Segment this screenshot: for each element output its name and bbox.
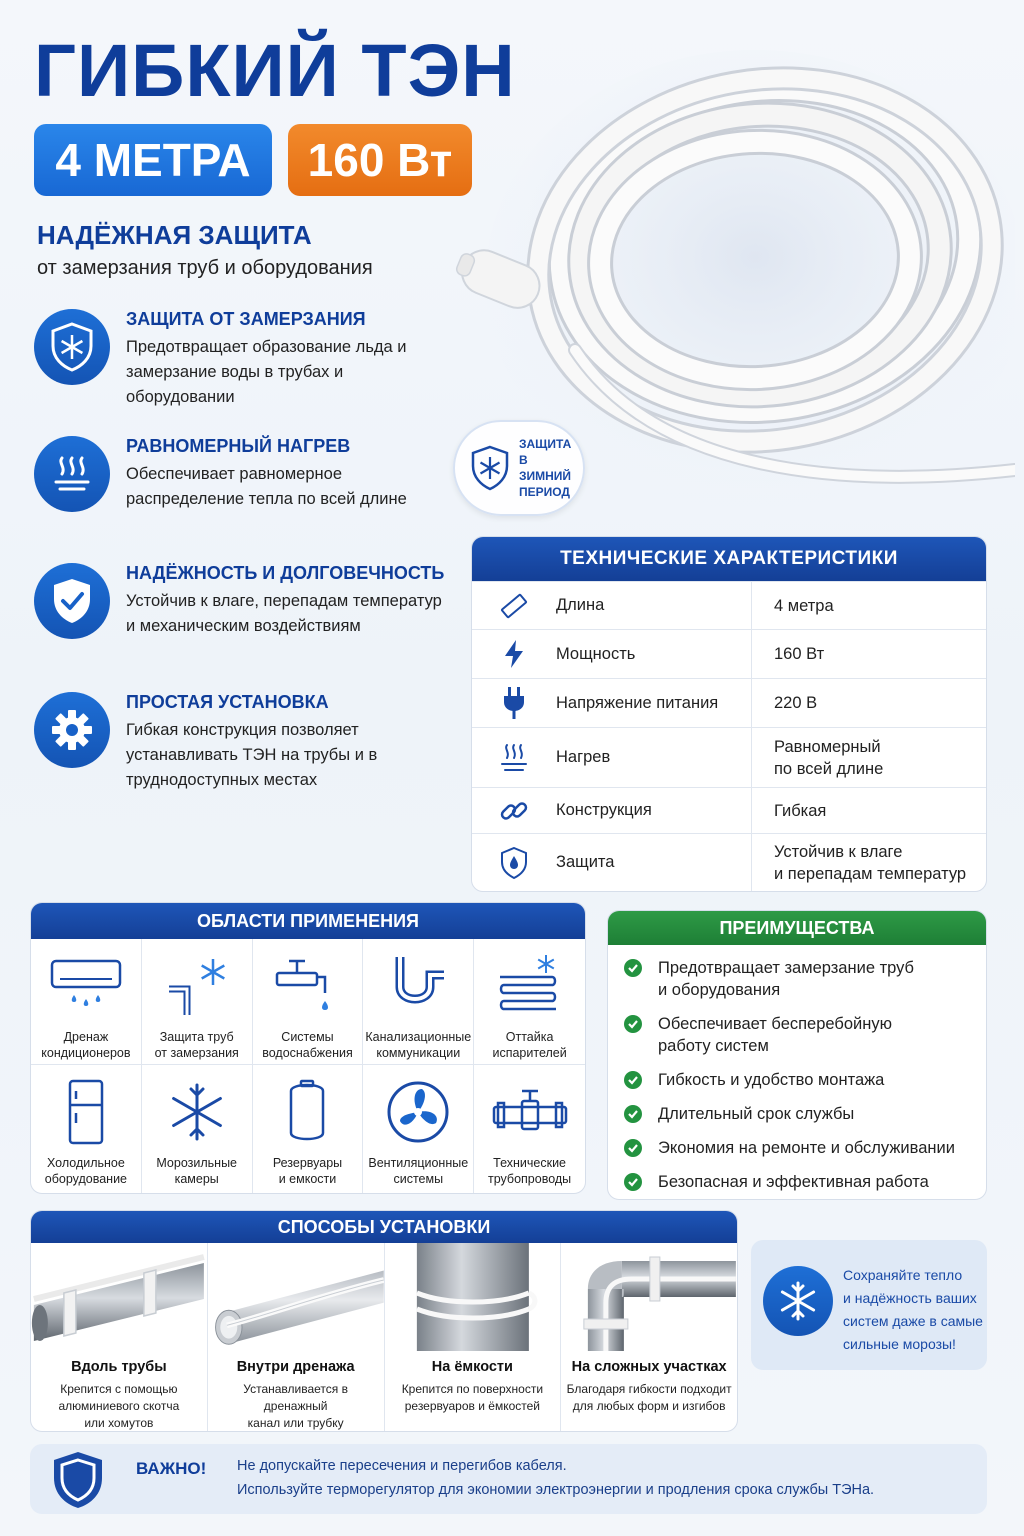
winter-protection-badge [453, 420, 585, 516]
app-item [31, 939, 142, 1065]
important-note [30, 1444, 987, 1514]
spec-value: Равномерный по всей длине [751, 728, 986, 787]
important-line2: Используйте терморегулятор для экономии электроэнергии и продления срока службы ТЭНа. [237, 1482, 875, 1498]
advantage-text: Предотвращает замерзание труб и оборудования [658, 959, 915, 999]
feature-text: Предотвращает образование льда и замерзание воды в трубах и оборудовании [126, 338, 407, 406]
app-item [474, 939, 585, 1065]
install-methods-panel [30, 1210, 738, 1432]
important-label: ВАЖНО! [136, 1459, 207, 1478]
important-line1: Не допускайте пересечения и перегибов кабеля. [237, 1458, 567, 1474]
list-item [622, 1103, 974, 1125]
feature-durability [34, 563, 454, 673]
inside-drain-image [208, 1243, 384, 1351]
table-row [472, 833, 986, 891]
evaporator-icon [490, 953, 570, 1019]
app-label: Дренаж кондиционеров [41, 1030, 131, 1060]
pipeline-valve-icon [490, 1079, 570, 1145]
app-label: Защита труб от замерзания [154, 1030, 239, 1060]
install-method-title: На ёмкости [431, 1359, 513, 1375]
pipe-along-image [31, 1243, 207, 1351]
spec-value: Гибкая [751, 788, 986, 833]
table-row [472, 581, 986, 629]
check-icon [624, 1015, 642, 1033]
heat-waves-icon [472, 742, 556, 774]
feature-title: ЗАЩИТА ОТ ЗАМЕРЗАНИЯ [126, 309, 366, 329]
snowflake-icon [763, 1266, 833, 1336]
table-row [472, 678, 986, 727]
app-item [31, 1065, 142, 1193]
chain-link-icon [472, 796, 556, 826]
list-item [622, 1069, 974, 1091]
feature-title: РАВНОМЕРНЫЙ НАГРЕВ [126, 436, 351, 456]
page-title: ГИБКИЙ ТЭН [34, 29, 516, 112]
fan-icon [378, 1079, 458, 1145]
lightning-icon [472, 639, 556, 669]
check-icon [624, 1173, 642, 1191]
keep-warm-text: Сохраняйте тепло и надёжность ваших систем даже в самые сильные морозы! [843, 1267, 983, 1352]
spec-name: Конструкция [556, 801, 652, 819]
check-icon [624, 959, 642, 977]
shield-icon [50, 1450, 106, 1510]
spec-value: 220 В [751, 679, 986, 727]
app-item [142, 939, 253, 1065]
install-method-title: На сложных участках [571, 1359, 727, 1375]
spec-name: Мощность [556, 644, 636, 663]
applications-title: ОБЛАСТИ ПРИМЕНЕНИЯ [31, 903, 585, 939]
advantage-text: Экономия на ремонте и обслуживании [658, 1139, 955, 1157]
app-label: Резервуары и емкости [272, 1156, 343, 1186]
complex-area-image [561, 1243, 737, 1351]
spec-value: Устойчив к влаге и перепадам температур [751, 834, 986, 891]
gear-icon [34, 692, 110, 768]
check-icon [624, 1105, 642, 1123]
advantage-text: Обеспечивает бесперебойную работу систем [658, 1015, 892, 1055]
on-tank-image [385, 1243, 561, 1351]
fridge-icon [46, 1079, 126, 1145]
app-item [363, 939, 474, 1065]
spec-name: Напряжение питания [556, 693, 719, 712]
install-method-text: Устанавливается в дренажный канал или трубку [243, 1382, 348, 1430]
keep-warm-note [751, 1240, 987, 1370]
subtitle: НАДЁЖНАЯ ЗАЩИТА [37, 220, 312, 250]
app-label: Технические трубопроводы [488, 1156, 572, 1186]
frozen-pipe-icon [157, 953, 237, 1019]
feature-text: Обеспечивает равномерное распределение тепла по всей длине [126, 465, 407, 508]
check-shield-icon [34, 563, 110, 639]
app-item [474, 1065, 585, 1193]
install-method [208, 1243, 385, 1432]
feature-title: НАДЁЖНОСТЬ И ДОЛГОВЕЧНОСТЬ [126, 563, 445, 583]
spec-name: Защита [556, 853, 615, 871]
install-method-text: Благодаря гибкости подходит для любых форм и изгибов [566, 1382, 732, 1413]
app-label: Морозильные камеры [156, 1156, 238, 1186]
list-item [622, 1137, 974, 1159]
tank-icon [267, 1079, 347, 1145]
advantages-title: ПРЕИМУЩЕСТВА [608, 911, 986, 945]
install-method [385, 1243, 562, 1432]
check-icon [624, 1071, 642, 1089]
applications-panel [30, 902, 586, 1194]
spec-value: 160 Вт [751, 630, 986, 678]
air-conditioner-icon [46, 953, 126, 1019]
app-label: Оттайка испарителей [492, 1030, 567, 1060]
table-row [472, 629, 986, 678]
winter-badge-text: ЗАЩИТА В ЗИМНИЙ ПЕРИОД [519, 437, 572, 499]
advantage-text: Длительный срок службы [658, 1105, 855, 1123]
list-item [622, 1013, 974, 1057]
feature-text: Гибкая конструкция позволяет устанавливать ТЭН на трубы и в труднодоступных местах [126, 721, 378, 789]
snowflake-shield-icon [34, 309, 110, 385]
drain-pipe-icon [378, 953, 458, 1019]
app-item [363, 1065, 474, 1193]
install-method-title: Вдоль трубы [71, 1359, 167, 1375]
tech-specs-table [471, 536, 987, 892]
advantage-text: Безопасная и эффективная работа [658, 1173, 929, 1191]
spec-value: 4 метра [751, 582, 986, 629]
table-row [472, 727, 986, 787]
feature-text: Устойчив к влаге, перепадам температур и механическим воздействиям [126, 592, 442, 635]
app-label: Вентиляционные системы [368, 1156, 469, 1186]
feature-freeze-protection [34, 309, 454, 419]
app-item [253, 1065, 364, 1193]
install-method-text: Крепится по поверхности резервуаров и ёмкостей [401, 1382, 544, 1413]
install-title: СПОСОБЫ УСТАНОВКИ [31, 1211, 737, 1243]
faucet-icon [267, 953, 347, 1019]
subtitle-line2: от замерзания труб и оборудования [37, 257, 373, 279]
install-method [31, 1243, 208, 1432]
drop-shield-icon [472, 847, 556, 879]
snowflake-icon [157, 1079, 237, 1145]
list-item [622, 1171, 974, 1193]
spec-name: Нагрев [556, 748, 611, 766]
advantages-panel [607, 910, 987, 1200]
app-label: Канализационные коммуникации [365, 1030, 472, 1060]
install-method [561, 1243, 737, 1432]
ruler-icon [472, 591, 556, 621]
app-item [253, 939, 364, 1065]
plug-icon [472, 686, 556, 720]
install-method-title: Внутри дренажа [236, 1359, 355, 1375]
feature-even-heat [34, 436, 454, 546]
spec-name: Длина [556, 596, 605, 614]
list-item [622, 957, 974, 1001]
check-icon [624, 1139, 642, 1157]
power-badge: 160 Вт [288, 124, 472, 196]
heat-waves-icon [34, 436, 110, 512]
app-label: Холодильное оборудование [44, 1156, 128, 1186]
advantage-text: Гибкость и удобство монтажа [658, 1071, 885, 1089]
tech-specs-title: ТЕХНИЧЕСКИЕ ХАРАКТЕРИСТИКИ [472, 537, 986, 581]
install-method-text: Крепится с помощью алюминиевого скотча или хомутов [58, 1382, 180, 1430]
snowflake-shield-icon [469, 445, 511, 491]
length-badge: 4 МЕТРА [34, 124, 272, 196]
app-item [142, 1065, 253, 1193]
app-label: Системы водоснабжения [262, 1030, 353, 1060]
table-row [472, 787, 986, 833]
feature-title: ПРОСТАЯ УСТАНОВКА [126, 692, 329, 712]
feature-easy-install [34, 692, 454, 802]
